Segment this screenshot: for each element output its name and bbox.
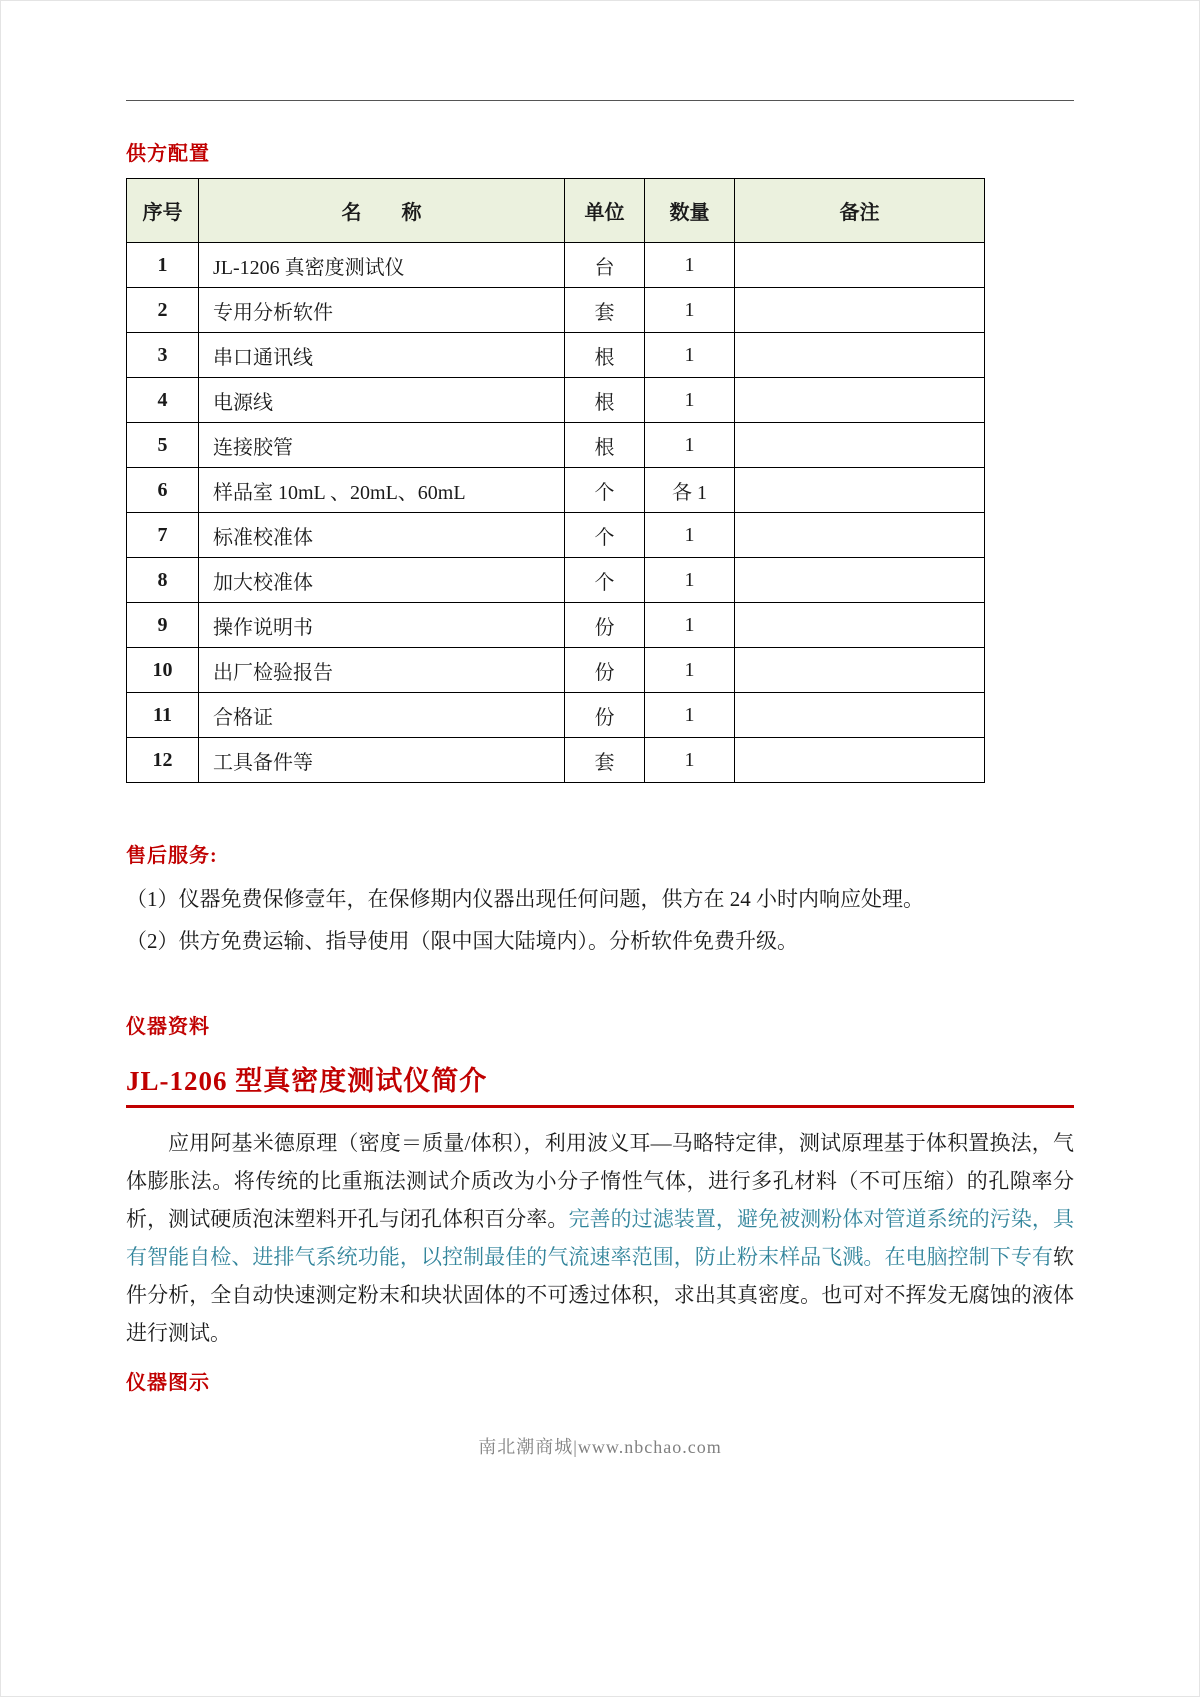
cell-remark [735,738,985,783]
supplier-config-table [126,178,985,783]
intro-paragraph [126,1124,1074,1352]
cell-name: 操作说明书 [199,603,565,648]
cell-qty: 1 [645,378,735,423]
cell-no: 5 [127,423,199,468]
cell-name: 样品室 10mL 、20mL、60mL [199,468,565,513]
table-row [127,423,985,468]
cell-unit: 份 [565,648,645,693]
cell-no: 11 [127,693,199,738]
illustration-heading: 仪器图示 [126,1372,210,1394]
table-row [127,288,985,333]
cell-unit: 根 [565,423,645,468]
cell-remark [735,423,985,468]
cell-name: 串口通讯线 [199,333,565,378]
cell-unit: 套 [565,738,645,783]
cell-remark [735,558,985,603]
cell-qty: 1 [645,738,735,783]
cell-remark [735,333,985,378]
cell-unit: 份 [565,603,645,648]
header-serial-number: 序号 [127,179,199,243]
cell-name: 合格证 [199,693,565,738]
cell-remark [735,468,985,513]
cell-remark [735,603,985,648]
intro-title-block [126,1059,1074,1108]
footer-text: 南北潮商城|www.nbchao.com [478,1437,722,1457]
table-row [127,648,985,693]
table-row [127,558,985,603]
paragraph-segment: 应用阿基米德原理（密度＝质量/体积），利用波义耳—马略特定律，测试原理基于体积置换法，气体膨胀法。将传统的比重瓶法测试介质改为小分子惰性气体，进行多孔材料（不可压缩）的孔隙率分析，测试硬质泡沫塑料开孔与闭孔体积百分率。 [126,1131,1074,1231]
cell-name: 专用分析软件 [199,288,565,333]
cell-qty: 1 [645,648,735,693]
cell-unit: 份 [565,693,645,738]
cell-remark [735,243,985,288]
document-content [126,137,1074,1395]
cell-no: 12 [127,738,199,783]
top-divider [126,100,1074,101]
cell-qty: 各 1 [645,468,735,513]
table-row [127,513,985,558]
cell-unit: 个 [565,468,645,513]
after-sales-item-2: （2）供方免费运输、指导使用（限中国大陆境内）。分析软件免费升级。 [126,929,798,953]
cell-no: 8 [127,558,199,603]
cell-remark [735,648,985,693]
cell-no: 6 [127,468,199,513]
cell-qty: 1 [645,603,735,648]
header-item-name: 名 称 [199,179,565,243]
table-row [127,378,985,423]
cell-unit: 根 [565,333,645,378]
header-remarks: 备注 [735,179,985,243]
table-body [127,243,985,783]
table-row [127,468,985,513]
cell-name: 标准校准体 [199,513,565,558]
cell-qty: 1 [645,558,735,603]
table-row [127,333,985,378]
cell-unit: 根 [565,378,645,423]
after-sales-item-1: （1）仪器免费保修壹年，在保修期内仪器出现任何问题，供方在 24 小时内响应处理。 [126,887,924,911]
cell-remark [735,288,985,333]
cell-qty: 1 [645,423,735,468]
page-footer [1,1433,1199,1459]
cell-no: 1 [127,243,199,288]
cell-qty: 1 [645,693,735,738]
cell-remark [735,693,985,738]
table-row [127,243,985,288]
header-quantity: 数量 [645,179,735,243]
cell-name: 连接胶管 [199,423,565,468]
table-row [127,603,985,648]
supplier-config-heading: 供方配置 [126,143,210,165]
cell-no: 10 [127,648,199,693]
cell-unit: 个 [565,558,645,603]
cell-name: 加大校准体 [199,558,565,603]
cell-no: 3 [127,333,199,378]
table-header-row [127,179,985,243]
cell-name: 工具备件等 [199,738,565,783]
paragraph-segment: 软件分析，全自动快速测定粉末和块状固体的不可透过体积，求出其真密度。也可对不挥发无腐蚀的液体进行测试。 [126,1245,1074,1345]
cell-unit: 套 [565,288,645,333]
intro-title: JL-1206 型真密度测试仪简介 [126,1066,488,1096]
table-row [127,738,985,783]
cell-no: 4 [127,378,199,423]
cell-remark [735,378,985,423]
cell-qty: 1 [645,288,735,333]
cell-qty: 1 [645,513,735,558]
cell-qty: 1 [645,333,735,378]
cell-no: 7 [127,513,199,558]
cell-no: 2 [127,288,199,333]
cell-qty: 1 [645,243,735,288]
paragraph-segment: 完善的过滤装置，避免被测粉体对管道系统的污染，具有智能自检、进排气系统功能，以控制最佳的气流速率范围，防止粉末样品飞溅。在电脑控制下专有 [126,1207,1075,1269]
cell-remark [735,513,985,558]
cell-unit: 个 [565,513,645,558]
cell-no: 9 [127,603,199,648]
cell-name: 电源线 [199,378,565,423]
cell-name: JL-1206 真密度测试仪 [199,243,565,288]
after-sales-heading: 售后服务: [126,845,218,867]
cell-unit: 台 [565,243,645,288]
cell-name: 出厂检验报告 [199,648,565,693]
table-row [127,693,985,738]
instrument-info-heading: 仪器资料 [126,1016,210,1038]
header-unit: 单位 [565,179,645,243]
